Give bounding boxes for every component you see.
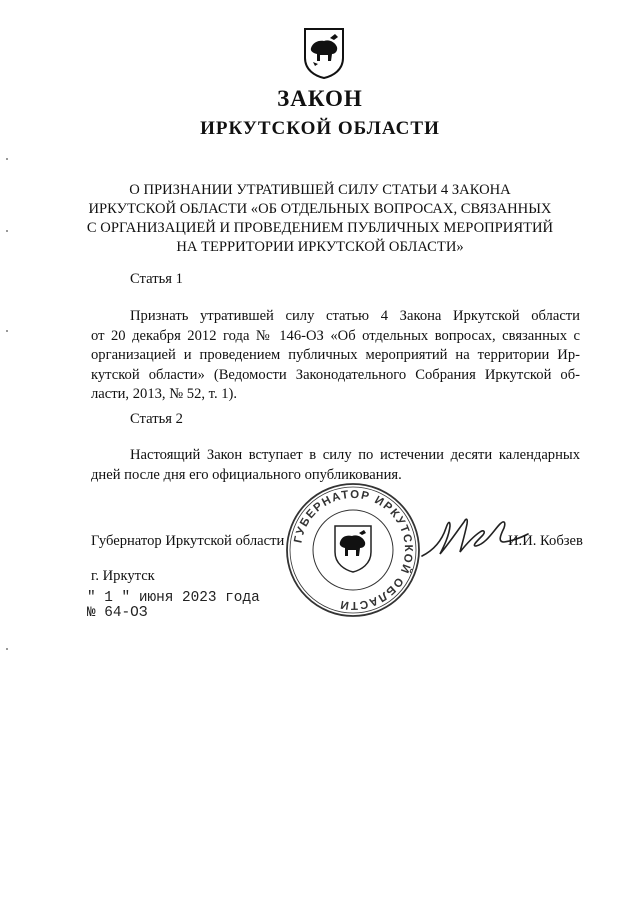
scan-dot [6, 158, 8, 160]
governor-name: И.И. Кобзев [508, 533, 583, 549]
text-line: кутской области» (Ведомости Законодательного Собрания Иркутской об- [91, 366, 580, 383]
scan-dot [6, 230, 8, 232]
scan-dot [6, 330, 8, 332]
text-line: организацией и проведением публичных мероприятий на территории Ир- [91, 347, 580, 364]
text-line: дней после дня его официального опубликования. [91, 466, 402, 483]
text-line: Настоящий Закон вступает в силу по истечении десяти календарных [130, 447, 580, 463]
signing-date: " 1 " июня 2023 года [87, 590, 260, 606]
subtitle-line: С ОРГАНИЗАЦИЕЙ И ПРОВЕДЕНИЕМ ПУБЛИЧНЫХ МЕРОПРИЯТИЙ [86, 220, 554, 236]
document-region: ИРКУТСКОЙ ОБЛАСТИ [200, 118, 440, 139]
coat-of-arms-icon [302, 26, 346, 80]
scan-dot [6, 648, 8, 650]
document-title: ЗАКОН [277, 86, 363, 111]
governor-seal-icon [283, 480, 423, 620]
subtitle-line: НА ТЕРРИТОРИИ ИРКУТСКОЙ ОБЛАСТИ» [176, 239, 464, 255]
article-2-heading: Статья 2 [130, 411, 183, 427]
article-1-heading: Статья 1 [130, 271, 183, 287]
text-line: Признать утратившей силу статью 4 Закона Иркутской области [130, 308, 580, 324]
seal-text: ГУБЕРНАТОР ИРКУТСКОЙ ОБЛАСТИ [292, 488, 415, 612]
text-line: ласти, 2013, № 52, т. 1). [91, 386, 238, 403]
subtitle-line: ИРКУТСКОЙ ОБЛАСТИ «ОБ ОТДЕЛЬНЫХ ВОПРОСАХ, СВЯЗАННЫХ [88, 201, 552, 217]
law-number: № 64-ОЗ [87, 605, 148, 621]
place-of-signing: г. Иркутск [91, 568, 155, 584]
article-1-text [91, 307, 580, 405]
governor-title: Губернатор Иркутской области [91, 533, 285, 549]
text-line: от 20 декабря 2012 года № 146-ОЗ «Об отдельных вопросах, связанных с [91, 327, 580, 344]
subtitle-line: О ПРИЗНАНИИ УТРАТИВШЕЙ СИЛУ СТАТЬИ 4 ЗАКОНА [129, 182, 511, 198]
